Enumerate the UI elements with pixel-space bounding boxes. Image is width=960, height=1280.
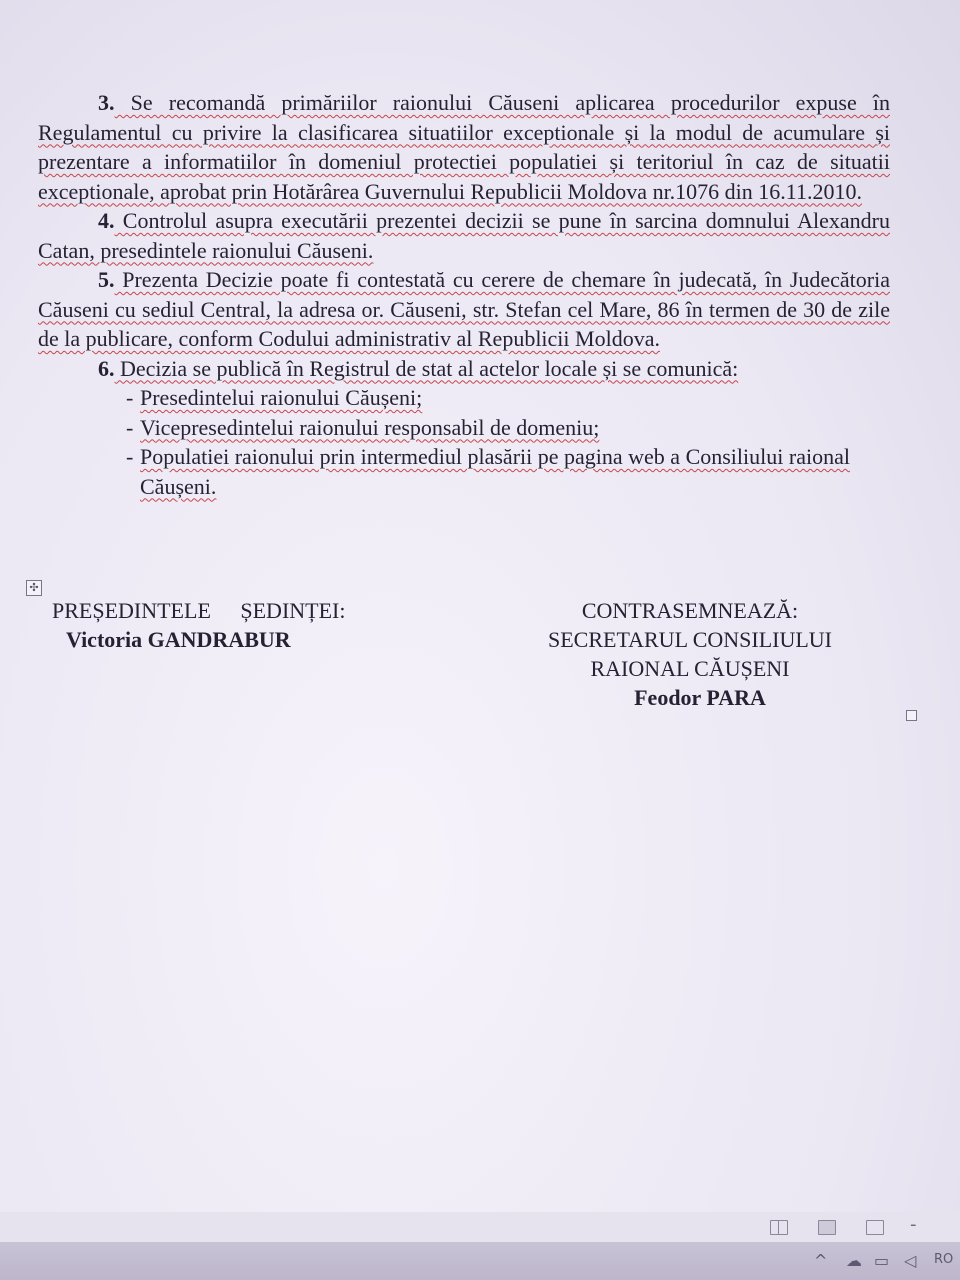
list-dash: - [126, 444, 134, 469]
taskbar [0, 1242, 960, 1280]
list-item [38, 413, 890, 443]
paragraph-text: Controlul asupra executării prezentei decizii se pune în sarcina domnului Alexandru Catan, presedintele raionului Căuseni. [38, 208, 890, 263]
list-item [38, 383, 890, 413]
list-dash: - [126, 385, 134, 410]
paragraph-6 [38, 354, 890, 384]
paragraph-text: Prezenta Decizie poate fi contestată cu cerere de chemare în judecată, în Judecătoria Căuseni cu sediul Central, la adresa or. Căuseni, str. Stefan cel Mare, 86 în termen de 30 de zile de la publicare, conform Codului administrativ al Republicii Moldova. [38, 267, 890, 351]
countersign-label: CONTRASEMNEAZĂ: [581, 598, 799, 623]
paragraph-3 [38, 88, 890, 206]
paragraph-number: 4. [98, 208, 115, 233]
chevron-up-icon[interactable]: ^ [814, 1251, 828, 1270]
list-item-text: Presedintelui raionului Căușeni; [140, 385, 423, 410]
volume-icon[interactable]: ◁ [904, 1251, 917, 1270]
move-handle-icon[interactable]: ✣ [26, 580, 42, 596]
signature-name: Victoria GANDRABUR [66, 627, 291, 652]
list-dash: - [126, 414, 134, 440]
signature-role: PREȘEDINTELE ȘEDINȚEI: [52, 598, 346, 623]
secretary-title: SECRETARUL CONSILIULUI [547, 627, 833, 652]
paragraph-number: 6. [98, 355, 115, 381]
recipients-list [38, 383, 890, 501]
signature-right [500, 596, 880, 712]
paragraph-4 [38, 206, 890, 265]
list-item-text: Populatiei raionului prin intermediul plasării pe pagina web a Consiliului raional Căușeni. [140, 444, 850, 499]
paragraph-text: Decizia se publică în Registrul de stat al actelor locale și se comunică: [114, 355, 739, 381]
status-bar [0, 1212, 960, 1242]
list-item [38, 442, 890, 501]
paragraph-number: 5. [98, 267, 115, 292]
signature-left [52, 596, 345, 654]
language-indicator[interactable]: RO [934, 1252, 954, 1267]
cloud-icon[interactable]: ☁ [846, 1251, 862, 1270]
council-name: RAIONAL CĂUȘENI [590, 656, 790, 681]
web-layout-icon[interactable] [866, 1220, 884, 1235]
list-item-text: Vicepresedintelui raionului responsabil de domeniu; [140, 414, 600, 440]
document-body[interactable] [38, 88, 890, 501]
paragraph-text: Se recomandă primăriilor raionului Căuseni aplicarea procedurilor expuse în Regulamentul cu privire la clasificarea situatiilor exceptionale și la modul de acumulare și prezentare a informatiilor în domeniul protectiei populatiei și teritoriul în caz de situatii exceptionale, aprobat prin Hotărârea Guvernului Republicii Moldova nr.1076 din 16.11.2010. [38, 90, 890, 204]
paragraph-number: 3. [98, 90, 115, 115]
network-icon[interactable]: ▭ [874, 1251, 890, 1270]
print-layout-icon[interactable] [818, 1220, 836, 1235]
read-mode-icon[interactable] [770, 1220, 788, 1235]
zoom-out-icon[interactable]: - [910, 1214, 917, 1235]
paragraph-5 [38, 265, 890, 354]
signature-name: Feodor PARA [634, 685, 766, 710]
resize-handle-icon[interactable] [906, 710, 917, 721]
